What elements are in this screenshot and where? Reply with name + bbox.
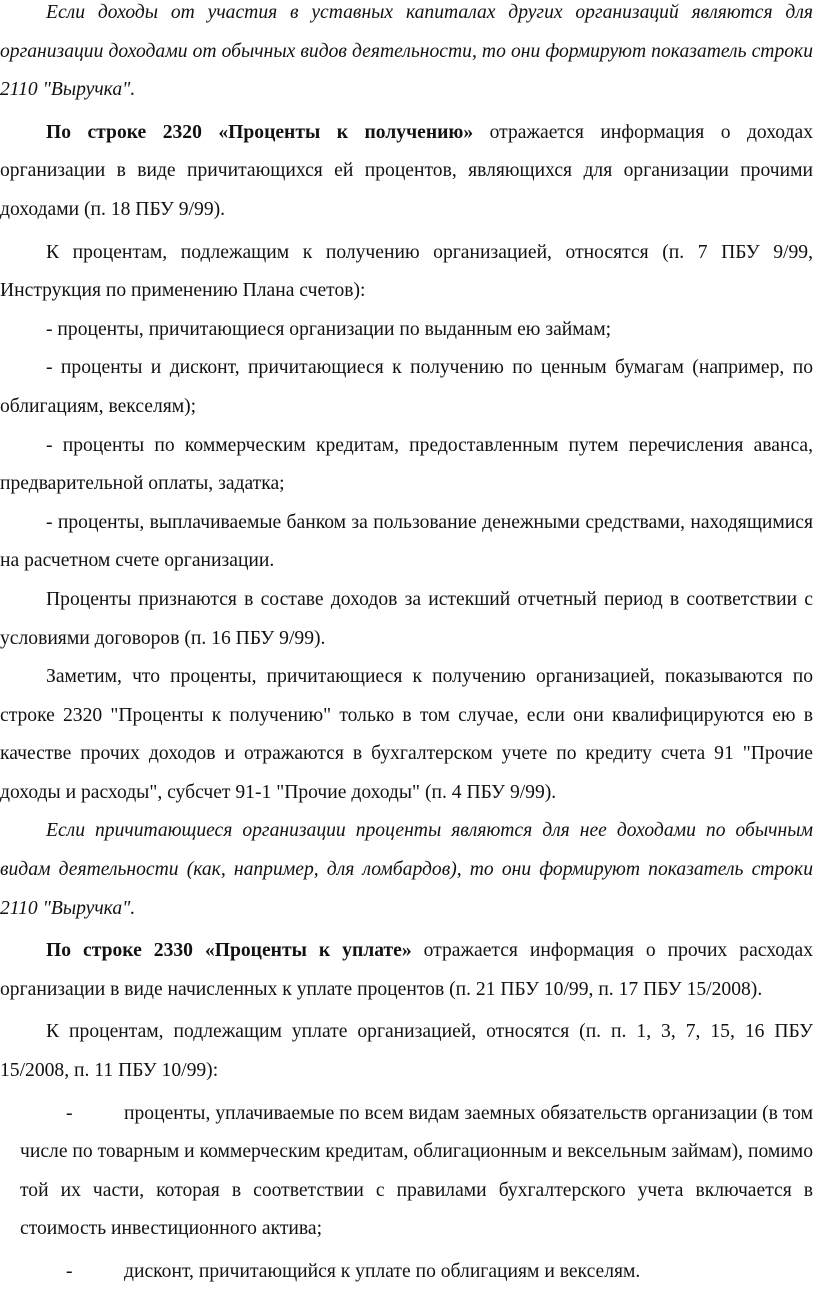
- list-item-payable-1: [0, 1095, 813, 1249]
- line-2330-heading: По строке 2330 «Проценты к уплате»: [46, 940, 412, 962]
- paragraph-line-2320: [0, 114, 813, 230]
- list-item-receivable-4: - проценты, выплачиваемые банком за пользование денежными средствами, находящимися на расчетном счете организации.: [0, 511, 813, 572]
- list-dash-marker: -: [66, 1261, 73, 1282]
- paragraph-dividends-revenue: Если доходы от участия в уставных капиталах других организаций являются для организации доходами от обычных видов деятельности, то они формируют показатель строки 2110 "Выручка".: [0, 2, 813, 101]
- list-item-receivable-1: - проценты, причитающиеся организации по выданным ею займам;: [46, 318, 612, 340]
- list-item-payable-1-text: проценты, уплачиваемые по всем видам заемных обязательств организации (в том числе по товарным и коммерческим кредитам, облигационным и вексельным займам), помимо той их части, которая в соответствии с правилами бухгалтерского учета включается в стоимость инвестиционного актива;: [20, 1102, 813, 1240]
- list-item-receivable-2: - проценты и дисконт, причитающиеся к получению по ценным бумагам (например, по облигациям, векселям);: [0, 357, 813, 417]
- paragraph-note-2320: Заметим, что проценты, причитающиеся к получению организацией, показываются по строке 2320 "Проценты к получению" только в том случае, если они квалифицируются ею в качестве прочих доходов и отражаются в бухгалтерском учете по кредиту счета 91 "Прочие доходы и расходы", субсчет 91-1 "Прочие доходы" (п. 4 ПБУ 9/99).: [0, 666, 813, 803]
- list-item-receivable-3: - проценты по коммерческим кредитам, предоставленным путем перечисления аванса, предварительной оплаты, задатка;: [0, 434, 813, 495]
- line-2320-text: отражается информация о доходах организации в виде причитающихся ей процентов, являющихся для организации прочими доходами (п. 18 ПБУ 9/99).: [0, 121, 813, 220]
- line-2330-text: отражается информация о прочих расходах организации в виде начисленных к уплате процентов (п. 21 ПБУ 10/99, п. 17 ПБУ 15/2008).: [0, 940, 813, 1000]
- list-item-payable-2-text: дисконт, причитающийся к уплате по облигациям и векселям.: [124, 1261, 641, 1282]
- line-2320-heading: По строке 2320 «Проценты к получению»: [46, 121, 474, 143]
- paragraph-interest-receivable-intro: К процентам, подлежащим к получению организацией, относятся (п. 7 ПБУ 9/99, Инструкция по применению Плана счетов):: [0, 241, 813, 302]
- paragraph-recognition: Проценты признаются в составе доходов за истекший отчетный период в соответствии с условиями договоров (п. 16 ПБУ 9/99).: [0, 588, 813, 649]
- paragraph-pawnshop-revenue: Если причитающиеся организации проценты являются для нее доходами по обычным видам деятельности (как, например, для ломбардов), то они формируют показатель строки 2110 "Выручка".: [0, 820, 813, 919]
- paragraph-line-2330: [0, 932, 813, 1009]
- list-dash-marker: -: [66, 1102, 73, 1124]
- paragraph-interest-payable-intro: К процентам, подлежащим уплате организацией, относятся (п. п. 1, 3, 7, 15, 16 ПБУ 15/2008, п. 11 ПБУ 10/99):: [0, 1021, 813, 1082]
- list-item-payable-2: [0, 1253, 813, 1292]
